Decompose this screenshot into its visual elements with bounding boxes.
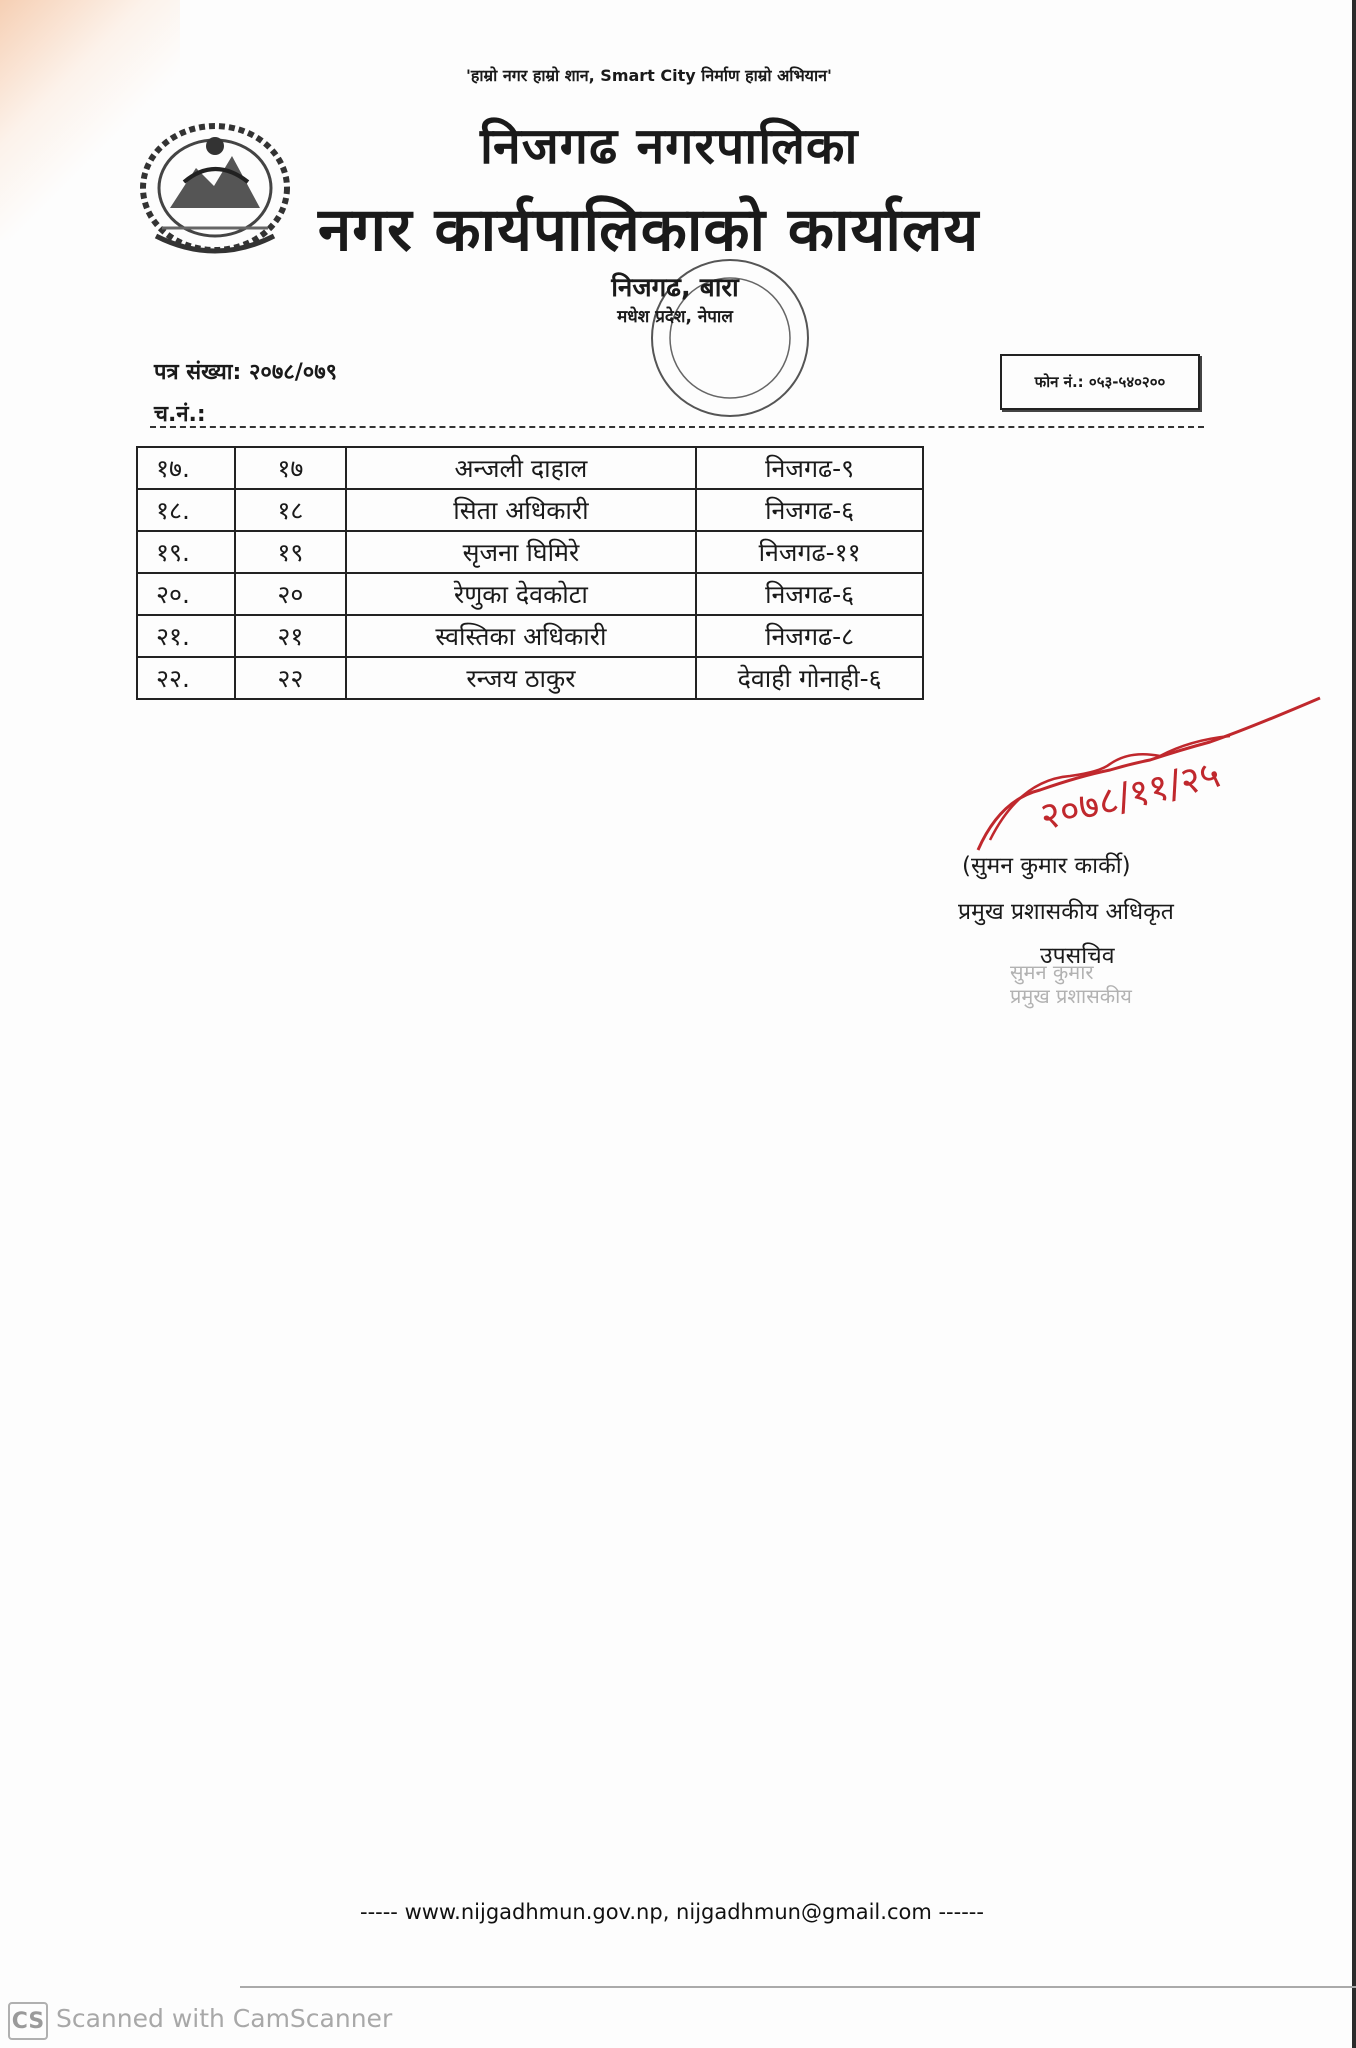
name-cell: सिता अधिकारी [346, 489, 697, 531]
number-cell: १७ [235, 447, 345, 489]
serial-cell: २२. [137, 657, 235, 699]
table-row [137, 573, 923, 615]
number-cell: २१ [235, 615, 345, 657]
office-location [590, 268, 760, 327]
address-cell: निजगढ-११ [696, 531, 923, 573]
signatory-title: प्रमुख प्रशासकीय अधिकृत [958, 899, 1174, 925]
location-line2: मधेश प्रदेश, नेपाल [617, 307, 733, 327]
serial-cell: १९. [137, 531, 235, 573]
table-row [137, 615, 923, 657]
number-cell: २० [235, 573, 345, 615]
number-cell: १९ [235, 531, 345, 573]
address-cell: निजगढ-८ [696, 615, 923, 657]
name-stamp-line2: प्रमुख प्रशासकीय [1010, 984, 1132, 1008]
municipality-name: निजगढ नगरपालिका [480, 117, 859, 175]
camscanner-icon: CS [8, 2002, 48, 2040]
nepal-government-emblem-icon [136, 116, 294, 260]
phone-number: फोन नं.: ०५३-५४०२०० [1034, 373, 1166, 391]
name-cell: सृजना घिमिरे [346, 531, 697, 573]
dispatch-number: च.नं.: [154, 402, 206, 427]
header-divider [150, 426, 1204, 428]
address-cell: निजगढ-६ [696, 489, 923, 531]
serial-cell: २०. [137, 573, 235, 615]
name-stamp [1010, 960, 1132, 1008]
name-cell: रेणुका देवकोटा [346, 573, 697, 615]
address-cell: देवाही गोनाही-६ [696, 657, 923, 699]
table-row [137, 531, 923, 573]
footer-contact: ----- www.nijgadhmun.gov.np, nijgadhmun@gmail.com ------ [360, 1900, 984, 1924]
number-cell: २२ [235, 657, 345, 699]
letter-number: पत्र संख्या: २०७८/०७९ [154, 360, 338, 385]
address-cell: निजगढ-९ [696, 447, 923, 489]
signatory-subtitle: उपसचिव [1040, 943, 1115, 969]
table-row [137, 489, 923, 531]
serial-cell: १८. [137, 489, 235, 531]
phone-box [1000, 354, 1200, 410]
handwritten-date: २०७८/११/२५ [1035, 751, 1225, 839]
name-cell: रन्जय ठाकुर [346, 657, 697, 699]
serial-cell: २१. [137, 615, 235, 657]
scanner-watermark: Scanned with CamScanner [56, 2004, 393, 2033]
name-cell: अन्जली दाहाल [346, 447, 697, 489]
name-stamp-line1: सुमन कुमार [1010, 960, 1094, 984]
office-name: नगर कार्यपालिकाको कार्यालय [318, 195, 980, 265]
name-cell: स्वस्तिका अधिकारी [346, 615, 697, 657]
number-cell: १८ [235, 489, 345, 531]
slogan: 'हाम्रो नगर हाम्रो शान, Smart City निर्माण हाम्रो अभियान' [466, 66, 832, 85]
signatory-name: (सुमन कुमार कार्की) [962, 853, 1131, 879]
table-row [137, 657, 923, 699]
location-line1: निजगढ, बारा [611, 273, 739, 303]
name-list-table [136, 446, 924, 700]
page-edge [1352, 0, 1356, 2048]
footer-rule [240, 1986, 1356, 1988]
table-row [137, 447, 923, 489]
address-cell: निजगढ-६ [696, 573, 923, 615]
serial-cell: १७. [137, 447, 235, 489]
